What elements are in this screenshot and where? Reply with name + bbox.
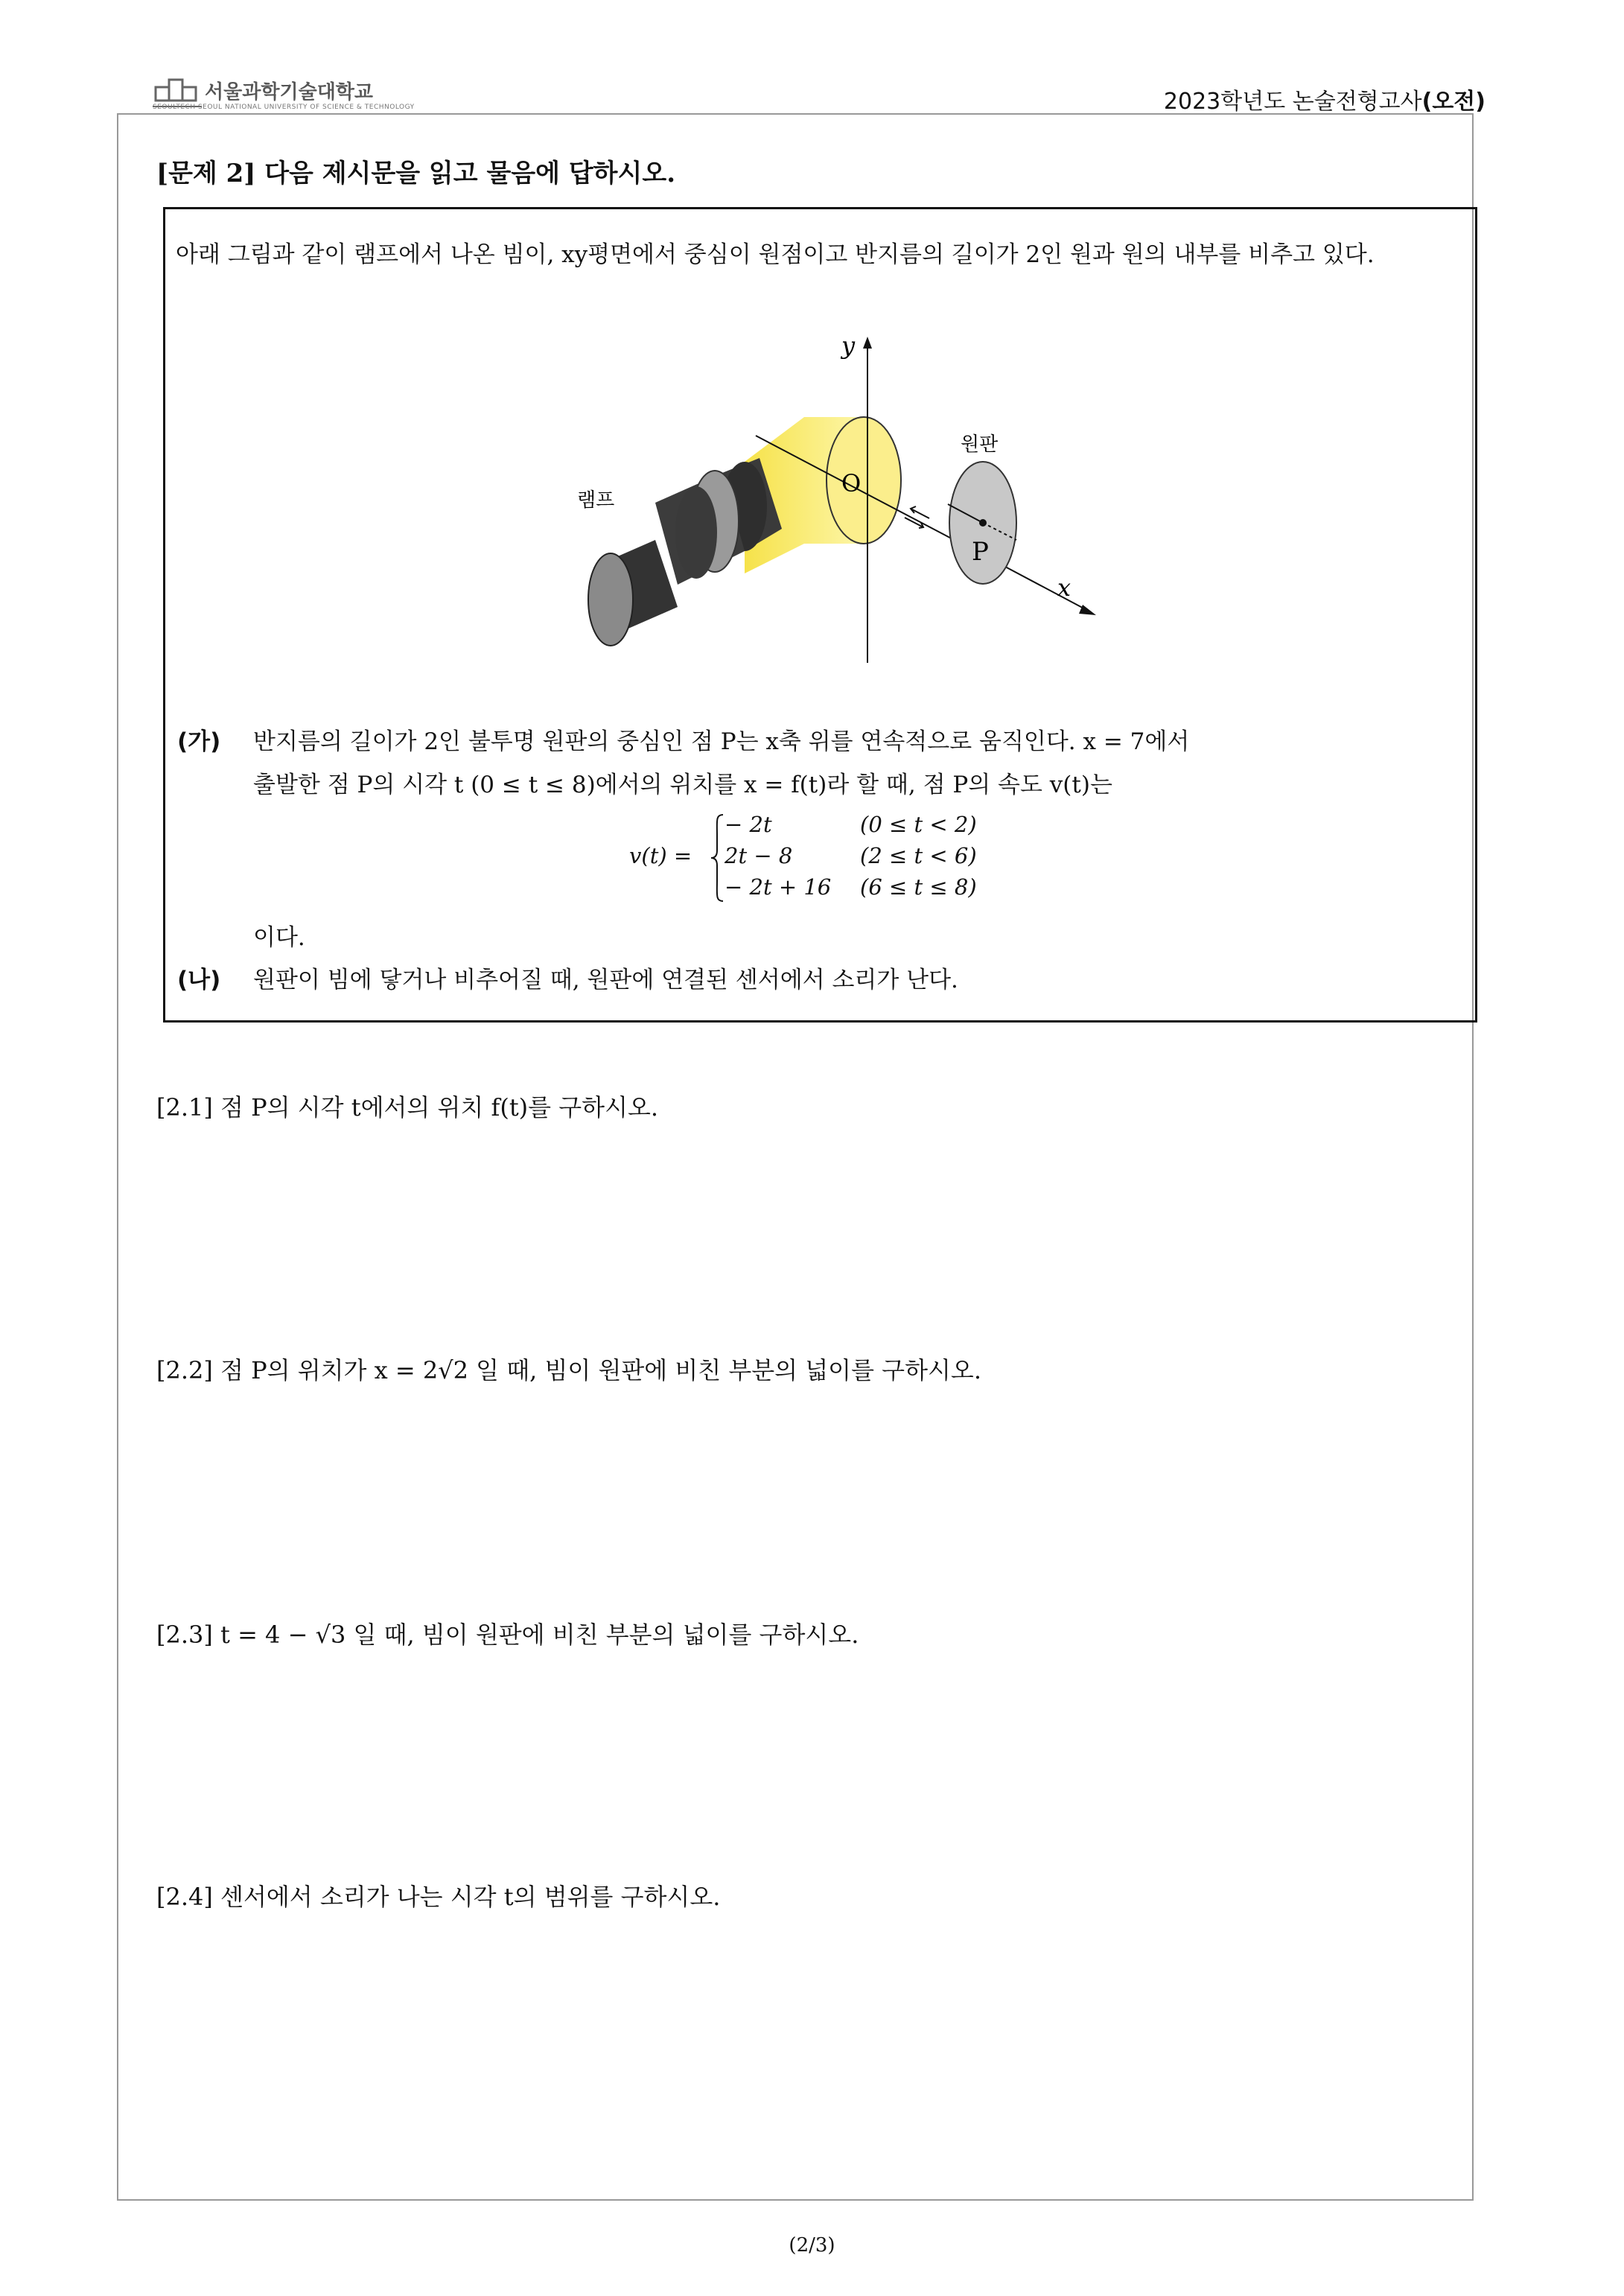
problem-title: [문제 2] 다음 제시문을 읽고 물음에 답하시오.	[156, 159, 676, 188]
question-number: [2.3]	[156, 1621, 213, 1649]
question-text: 점 P의 시각 t에서의 위치 f(t)를 구하시오.	[220, 1093, 659, 1122]
case-1-cond: (0 ≤ t < 2)	[860, 812, 977, 837]
page-number: (2/3)	[789, 2234, 835, 2257]
question-2-2	[156, 1352, 981, 1386]
x-axis-arrow-icon	[1079, 605, 1096, 615]
ga-line2: 출발한 점 P의 시각 t (0 ≤ t ≤ 8)에서의 위치를 x = f(t)라 할 때, 점 P의 속도 v(t)는	[253, 772, 1112, 798]
exam-session: (오전)	[1421, 89, 1486, 115]
question-2-3	[156, 1616, 859, 1650]
question-text: t = 4 − √3 일 때, 빔이 원판에 비친 부분의 넓이를 구하시오.	[220, 1621, 859, 1649]
ga-label: (가)	[177, 728, 221, 755]
question-2-4	[156, 1878, 720, 1912]
intro-text: 아래 그림과 같이 램프에서 나온 빔이, xy평면에서 중심이 원점이고 반지름의 길이가 2인 원과 원의 내부를 비추고 있다.	[176, 241, 1375, 268]
question-text: 점 P의 위치가 x = 2√2 일 때, 빔이 원판에 비친 부분의 넓이를 구하시오.	[220, 1356, 981, 1384]
point-p-dot	[979, 519, 987, 527]
y-axis-arrow-icon	[863, 337, 872, 349]
piecewise-lhs: v(t) =	[629, 843, 692, 868]
exam-title	[1164, 83, 1486, 115]
question-number: [2.4]	[156, 1883, 213, 1911]
case-3-cond: (6 ≤ t ≤ 8)	[860, 874, 977, 900]
case-1-expr: − 2t	[725, 812, 772, 837]
case-2-expr: 2t − 8	[725, 843, 793, 868]
page-header	[153, 71, 1486, 115]
question-text: 센서에서 소리가 나는 시각 t의 범위를 구하시오.	[220, 1883, 721, 1911]
na-label: (나)	[177, 967, 221, 993]
question-number: [2.2]	[156, 1356, 213, 1384]
label-origin: O	[841, 469, 862, 497]
label-y: y	[841, 331, 856, 360]
brace-icon	[710, 813, 726, 903]
case-3-expr: − 2t + 16	[725, 874, 832, 900]
na-text: 원판이 빔에 닿거나 비추어질 때, 원판에 연결된 센서에서 소리가 난다.	[253, 967, 958, 993]
label-disk: 원판	[961, 433, 999, 456]
label-p: P	[972, 537, 989, 567]
case-2-cond: (2 ≤ t < 6)	[860, 843, 977, 868]
university-name-en: SEOULTECH SEOUL NATIONAL UNIVERSITY OF SCIENCE & TECHNOLOGY	[153, 104, 415, 111]
lamp-beam-figure	[566, 328, 1102, 663]
label-lamp: 램프	[577, 489, 615, 512]
label-x: x	[1057, 573, 1071, 602]
ga-line1: 반지름의 길이가 2인 불투명 원판의 중심인 점 P는 x축 위를 연속적으로 움직인다. x = 7에서	[253, 728, 1190, 755]
exam-title-text: 2023학년도 논술전형고사	[1163, 89, 1422, 115]
question-number: [2.1]	[156, 1093, 213, 1122]
x-axis-end	[994, 561, 1091, 612]
beam-circle	[827, 417, 901, 544]
ga-end-text: 이다.	[253, 924, 305, 951]
piecewise-function	[629, 812, 1076, 909]
university-name: 서울과학기술대학교	[205, 81, 374, 104]
question-2-1	[156, 1089, 658, 1123]
